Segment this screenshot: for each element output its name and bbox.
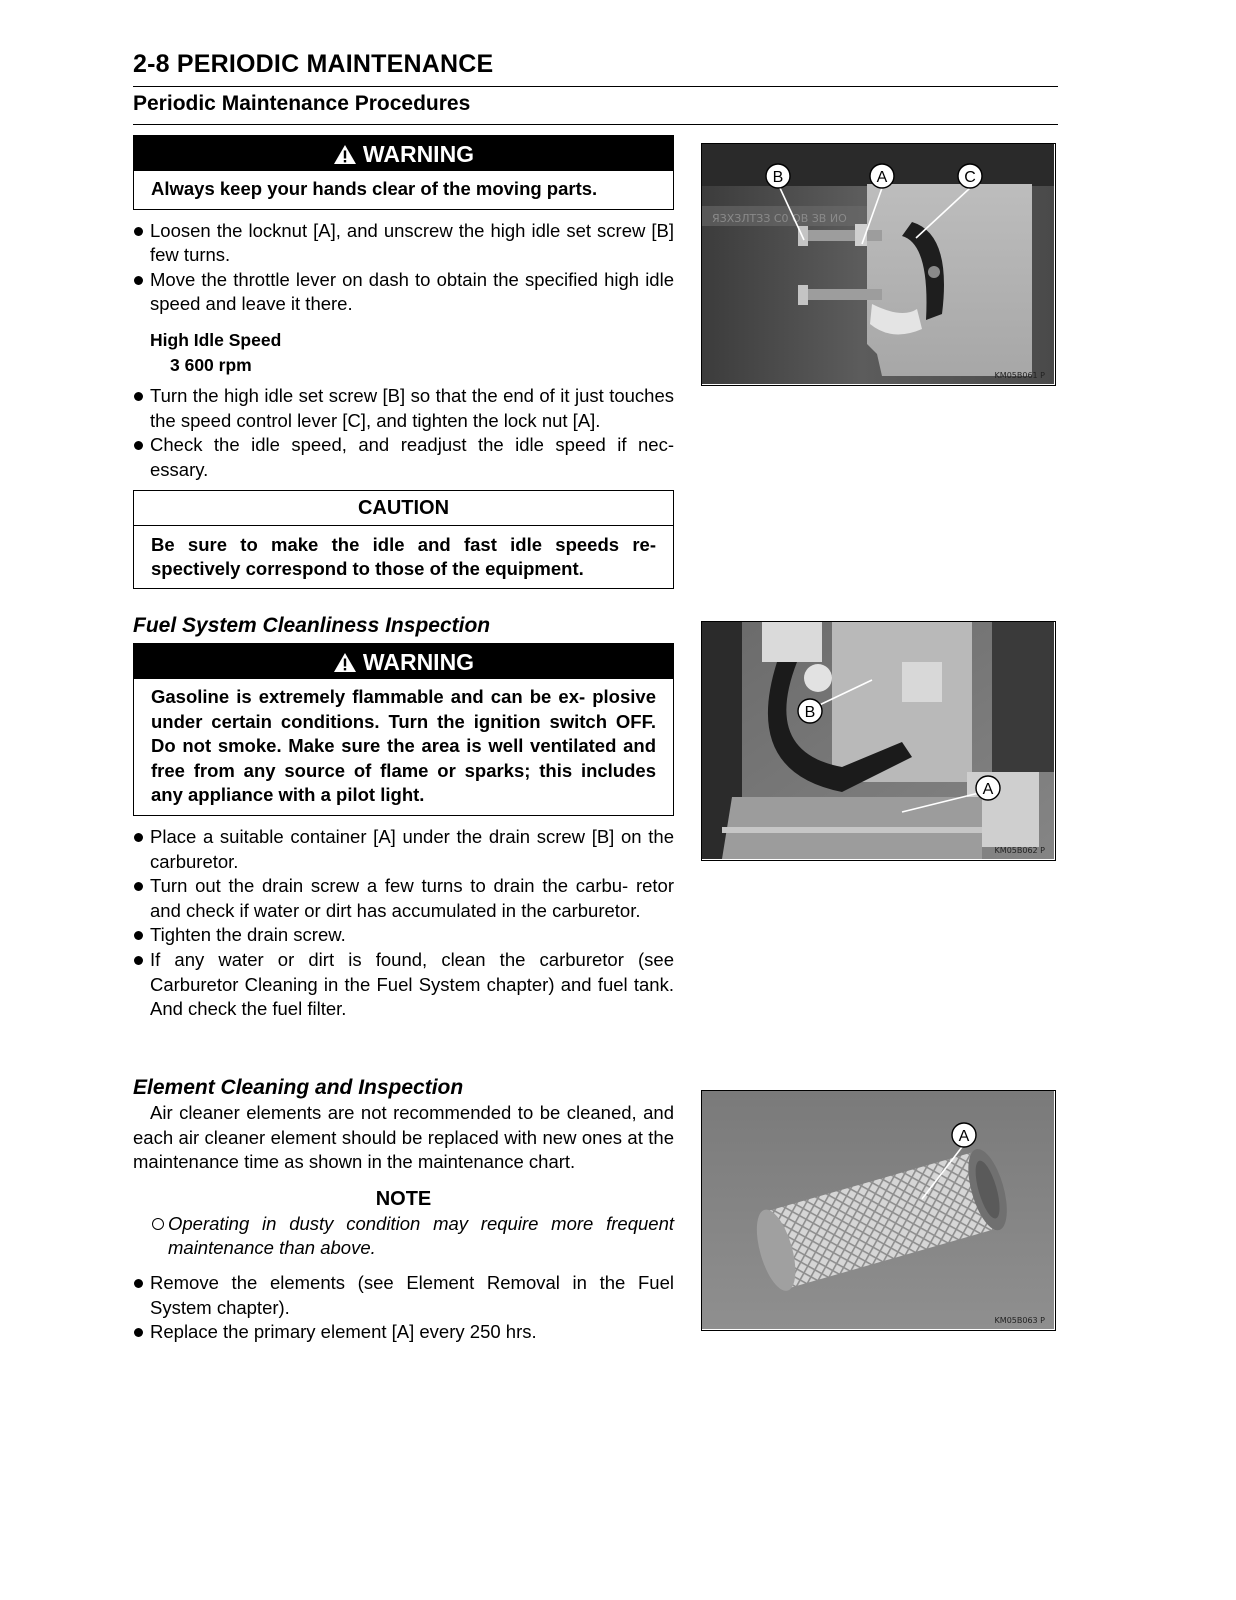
spec-label: High Idle Speed [150, 329, 282, 350]
photo-code: KM05B062 P [994, 846, 1045, 855]
svg-text:C: C [964, 169, 976, 186]
high-idle-speed-spec [133, 328, 674, 377]
callout-label-a [870, 164, 894, 188]
warning-box-gasoline [133, 643, 674, 816]
bullet-list-idle-1 [133, 219, 674, 317]
text-column-upper [133, 135, 674, 589]
warning-triangle-icon [333, 647, 357, 683]
list-item: Loosen the locknut [A], and unscrew the high idle set screw [B] few turns. [133, 219, 674, 268]
header-rule [133, 86, 1058, 87]
list-item: Move the throttle lever on dash to obtain the specified high idle speed and leave it there. [133, 268, 674, 317]
spec-value: 3 600 rpm [170, 354, 252, 375]
svg-text:A: A [876, 169, 888, 186]
text-column-fuel [133, 613, 674, 1022]
warning-header [134, 644, 673, 679]
text-column-element [133, 1075, 674, 1345]
page-header-title: 2-8 PERIODIC MAINTENANCE [133, 50, 494, 78]
note-text: Operating in dusty condition may require more frequent maintenance than above. [133, 1212, 674, 1261]
list-item: Tighten the drain screw. [133, 923, 674, 948]
warning-triangle-icon [333, 139, 357, 175]
list-item: Turn out the drain screw a few turns to drain the carbu- retor and check if water or dirt has accumulated in the carburetor. [133, 874, 674, 923]
svg-text:B: B [804, 704, 816, 721]
svg-text:B: B [772, 169, 784, 186]
warning-label: WARNING [362, 141, 475, 167]
caution-text: Be sure to make the idle and fast idle speeds re- spectively correspond to those of the equipment. [151, 533, 656, 580]
caution-label: CAUTION [134, 491, 673, 526]
list-item: Remove the elements (see Element Removal in the Fuel System chapter). [133, 1271, 674, 1320]
caution-box [133, 490, 674, 589]
list-item: Turn the high idle set screw [B] so that the end of it just touches the speed control lever [C], and tighten the lock nut [A]. [133, 384, 674, 433]
photo-air-cleaner-element [701, 1090, 1056, 1331]
element-paragraph: Air cleaner elements are not recommended to be cleaned, and each air cleaner element should be replaced with new ones at the maintenance time as shown in the maintenance chart. [133, 1102, 674, 1173]
note-label: NOTE [375, 1187, 432, 1210]
list-item: Check the idle speed, and readjust the idle speed if nec- essary. [133, 433, 674, 482]
bullet-list-fuel [133, 825, 674, 1022]
photo-carburetor-drain [701, 621, 1056, 861]
warning-label: WARNING [362, 649, 475, 675]
svg-text:A: A [958, 1128, 970, 1145]
callout-label-c [958, 164, 982, 188]
callout-label-a [976, 776, 1000, 800]
warning-box-moving-parts [133, 135, 674, 210]
callout-label-b [798, 699, 822, 723]
photo-code: KM05B061 P [994, 371, 1045, 380]
bullet-list-element [133, 1271, 674, 1345]
photo-high-idle-screw [701, 143, 1056, 386]
page-subtitle: Periodic Maintenance Procedures [133, 92, 471, 115]
svg-text:A: A [982, 781, 994, 798]
callout-label-a [952, 1123, 976, 1147]
warning-text: Always keep your hands clear of the moving parts. [151, 178, 598, 199]
svg-text:ЯЗХЗЛТЗЗ C0 ОВ ЗВ ИО: ЯЗХЗЛТЗЗ C0 ОВ ЗВ ИО [712, 212, 847, 225]
list-item: Place a suitable container [A] under the drain screw [B] on the carburetor. [133, 825, 674, 874]
list-item: If any water or dirt is found, clean the carburetor (see Carburetor Cleaning in the Fuel System chapter) and fuel tank. And check the fuel filter. [133, 948, 674, 1022]
callout-label-b [766, 164, 790, 188]
warning-header [134, 136, 673, 171]
list-item: Replace the primary element [A] every 250 hrs. [133, 1320, 674, 1345]
bullet-list-idle-2 [133, 384, 674, 482]
photo-code: KM05B063 P [994, 1316, 1045, 1325]
section-title-fuel: Fuel System Cleanliness Inspection [133, 614, 491, 637]
section-title-element: Element Cleaning and Inspection [133, 1076, 464, 1099]
warning-text: Gasoline is extremely flammable and can be ex- plosive under certain conditions. Turn the ignition switch OFF. Do not smoke. Make sure the area is well ventilated and free from any source of flame or sparks; this includes any appliance with a pilot light. [151, 686, 656, 806]
subtitle-rule [133, 124, 1058, 125]
